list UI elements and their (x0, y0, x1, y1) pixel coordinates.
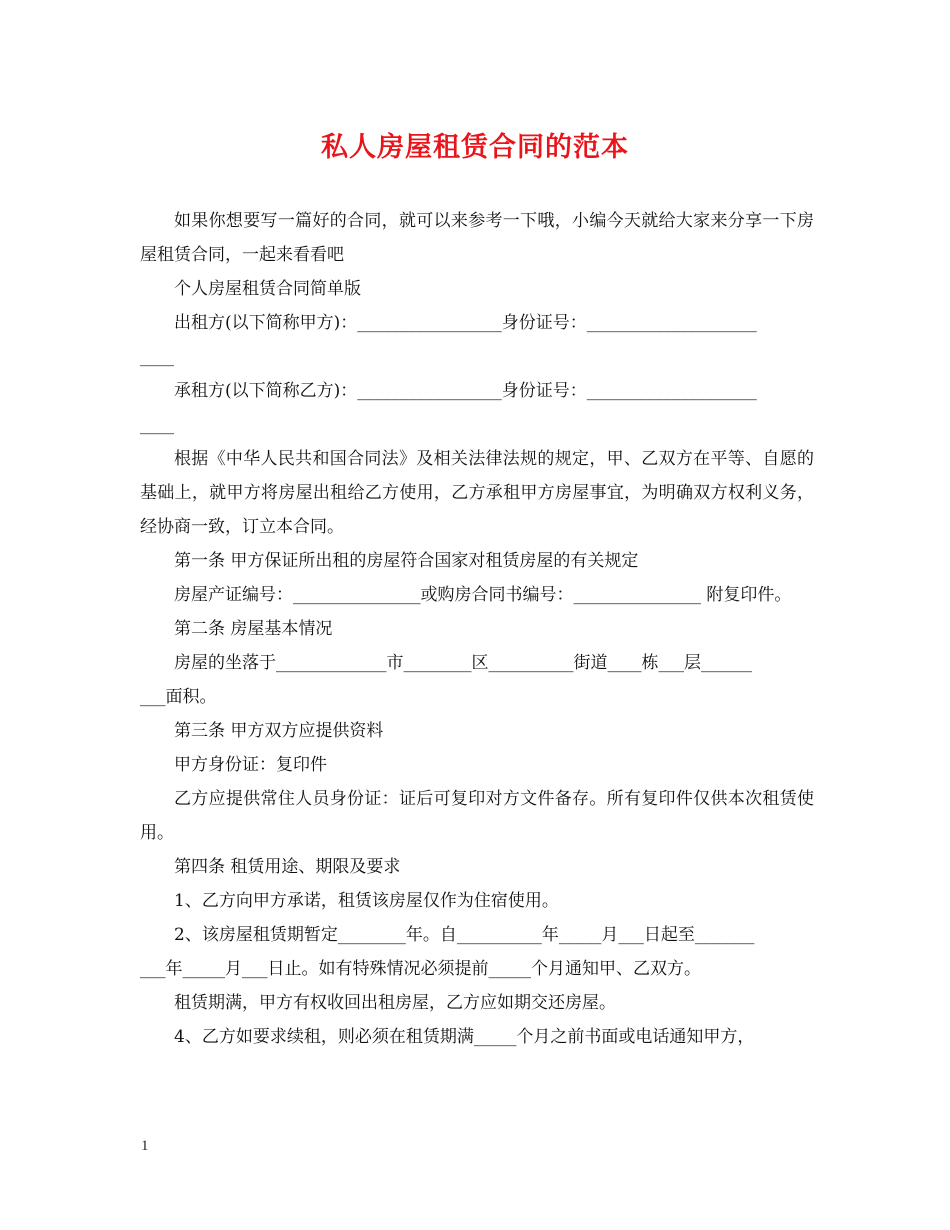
clause-1-line: 1、乙方向甲方承诺，租赁该房屋仅作为住宿使用。 (174, 891, 559, 911)
contract-subtitle: 个人房屋租赁合同简单版 (174, 279, 361, 299)
clause-2-line: 2、该房屋租赁期暂定________年。自__________年_____月___日起至_______ (174, 925, 755, 945)
lessor-line-continuation: ____ (140, 347, 174, 367)
page-title: 私人房屋租赁合同的范本 (321, 132, 629, 163)
legal-basis-paragraph: 根据《中华人民共和国合同法》及相关法律法规的规定，甲、乙双方在平等、自愿的基础上，就甲方将房屋出租给乙方使用，乙方承租甲方房屋事宜，为明确双方权利义务，经协商一致，订立本合同。 (140, 449, 814, 537)
article-2-heading: 第二条 房屋基本情况 (174, 619, 333, 639)
article-4-heading: 第四条 租赁用途、期限及要求 (174, 857, 401, 877)
lease-expiry-line: 租赁期满，甲方有权收回出租房屋，乙方应如期交还房屋。 (174, 993, 616, 1013)
lessee-line-continuation: ____ (140, 415, 174, 435)
document-body (140, 204, 814, 1054)
intro-paragraph: 如果你想要写一篇好的合同，就可以来参考一下哦，小编今天就给大家来分享一下房屋租赁合同，一起来看看吧 (140, 211, 814, 265)
lessor-id-line: 甲方身份证：复印件 (174, 755, 327, 775)
page-number: 1 (141, 1138, 149, 1154)
property-certificate-line: 房屋产证编号：_______________或购房合同书编号：_______________ 附复印件。 (174, 585, 792, 605)
clause-4-line: 4、乙方如要求续租，则必须在租赁期满_____个月之前书面或电话通知甲方， (174, 1027, 755, 1047)
property-area-line: ___面积。 (140, 687, 217, 707)
lessor-line: 出租方(以下简称甲方)：_________________身份证号：____________________ (174, 313, 757, 333)
article-1-heading: 第一条 甲方保证所出租的房屋符合国家对租赁房屋的有关规定 (174, 551, 639, 571)
property-location-line: 房屋的坐落于_____________市________区__________街道____栋___层______ (174, 653, 752, 673)
lessee-line: 承租方(以下简称乙方)：_________________身份证号：____________________ (174, 381, 757, 401)
article-3-heading: 第三条 甲方双方应提供资料 (174, 721, 384, 741)
clause-2-continuation: ___年_____月___日止。如有特殊情况必须提前_____个月通知甲、乙双方。 (140, 959, 701, 979)
lessee-id-paragraph: 乙方应提供常住人员身份证：证后可复印对方文件备存。所有复印件仅供本次租赁使用。 (140, 789, 814, 843)
